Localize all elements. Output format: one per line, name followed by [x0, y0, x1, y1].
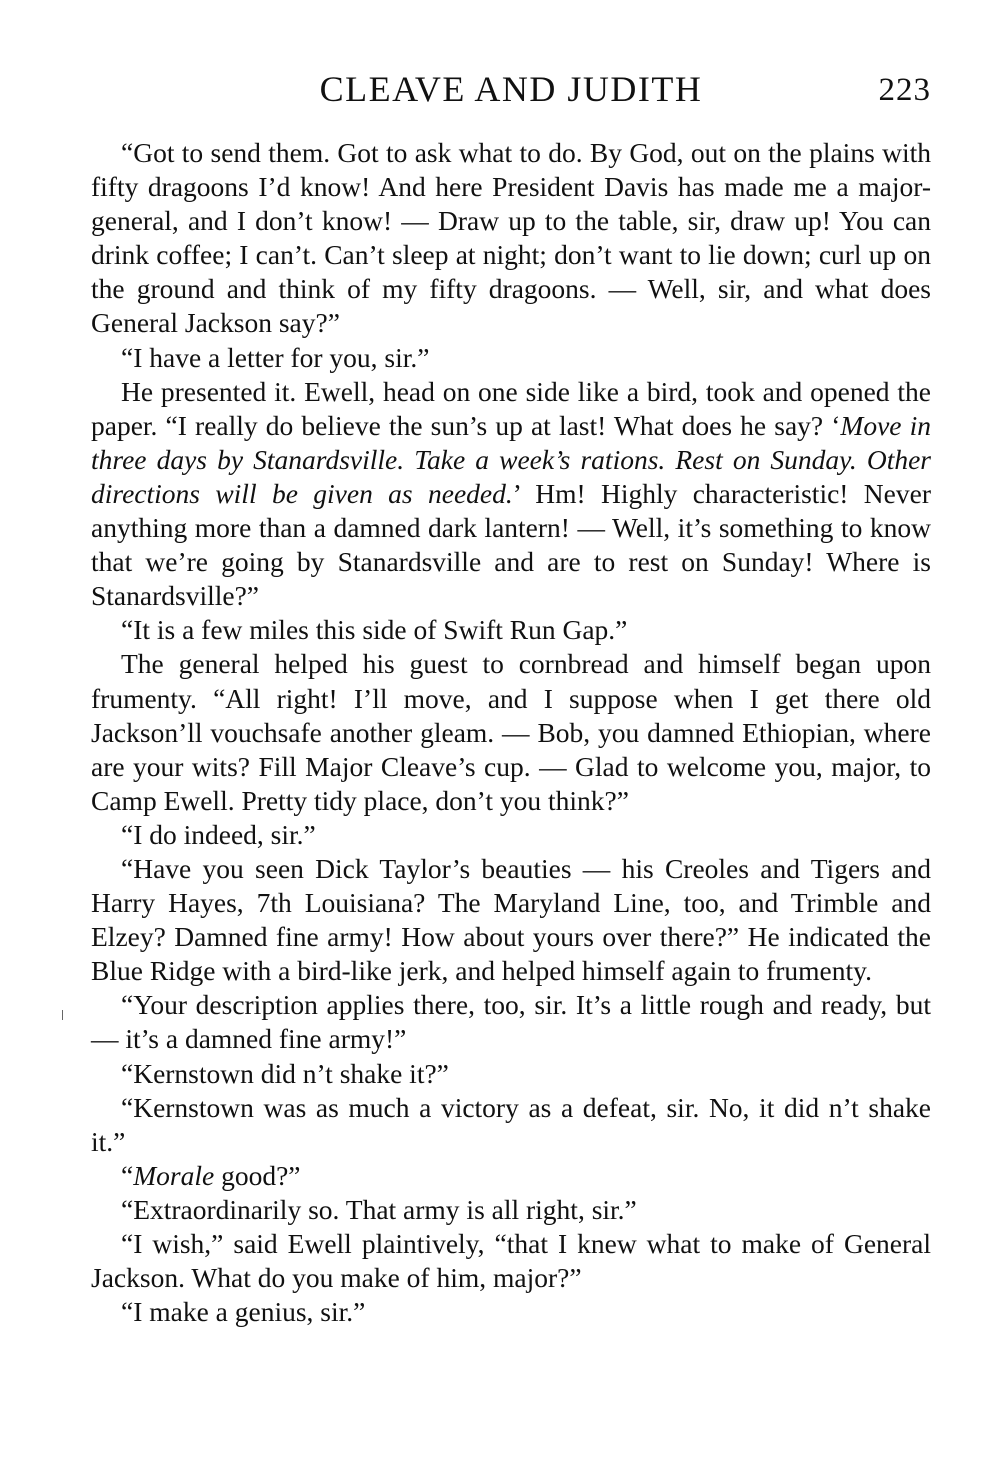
paragraph: [91, 1091, 931, 1159]
paragraph: [91, 852, 931, 988]
text-segment: “Got to send them. Got to ask what to do. By God, out on the plains with fifty dragoons I’d know! And here President Davis has made me a major-general, and I don’t know! — Draw up to the table, sir, draw up! You can drink coffee; I can’t. Can’t sleep at night; don’t want to lie down; curl up on the ground and think of my fifty dragoons. — Well, sir, and what does General Jackson say?”: [91, 137, 931, 339]
text-segment: He presented it. Ewell, head on one side like a bird, took and opened the paper. “I really do believe the sun’s up at last! What does he say? ‘: [91, 375, 931, 441]
running-title: CLEAVE AND JUDITH: [319, 69, 703, 109]
italic-text: Morale: [133, 1159, 215, 1191]
italic-text: Move in three days by Stanardsville. Take a week’s rations. Rest on Sunday. Other directions will be given as needed.: [91, 409, 931, 509]
paragraph: [91, 647, 931, 817]
paragraph: [91, 988, 931, 1056]
book-page: [91, 68, 931, 1329]
text-segment: “I make a genius, sir.”: [121, 1296, 366, 1328]
paragraph: [91, 1057, 931, 1091]
text-segment: “Your description applies there, too, sir. It’s a little rough and ready, but — it’s a damned fine army!”: [91, 989, 931, 1055]
paragraph: [91, 1227, 931, 1295]
text-segment: “It is a few miles this side of Swift Run Gap.”: [121, 614, 628, 646]
text-segment: “: [121, 1159, 134, 1191]
text-segment: good?”: [214, 1159, 301, 1191]
paragraph: [91, 375, 931, 614]
page-header: [91, 68, 931, 118]
text-segment: “I wish,” said Ewell plaintively, “that I knew what to make of General Jackson. What do you make of him, major?”: [91, 1228, 931, 1294]
paragraph: [91, 818, 931, 852]
text-segment: “I do indeed, sir.”: [121, 818, 316, 850]
margin-mark: [62, 1010, 63, 1020]
text-segment: ’ Hm! Highly characteristic! Never anything more than a damned dark lantern! — Well, it’s something to know that we’re going by Stanardsville and are to rest on Sunday! Where is Stanardsville?”: [91, 477, 931, 612]
text-segment: “Kernstown did n’t shake it?”: [121, 1057, 449, 1089]
paragraph: [91, 1159, 931, 1193]
paragraph: [91, 136, 931, 341]
paragraph: [91, 1295, 931, 1329]
paragraph: [91, 613, 931, 647]
body-text: [91, 136, 931, 1329]
paragraph: [91, 1193, 931, 1227]
text-segment: “I have a letter for you, sir.”: [121, 341, 430, 373]
text-segment: “Have you seen Dick Taylor’s beauties — his Creoles and Tigers and Harry Hayes, 7th Louisiana? The Maryland Line, too, and Trimble and Elzey? Damned fine army! How about yours over there?” He indicated the Blue Ridge with a bird-like jerk, and helped himself again to frumenty.: [91, 852, 931, 987]
text-segment: “Extraordinarily so. That army is all right, sir.”: [121, 1193, 637, 1225]
text-segment: The general helped his guest to cornbread and himself began upon frumenty. “All right! I’ll move, and I suppose when I get there old Jackson’ll vouchsafe another gleam. — Bob, you damned Ethiopian, where are your wits? Fill Major Cleave’s cup. — Glad to welcome you, major, to Camp Ewell. Pretty tidy place, don’t you think?”: [91, 648, 931, 816]
page-number: 223: [878, 72, 931, 108]
text-segment: “Kernstown was as much a victory as a defeat, sir. No, it did n’t shake it.”: [91, 1091, 931, 1157]
paragraph: [91, 341, 931, 375]
